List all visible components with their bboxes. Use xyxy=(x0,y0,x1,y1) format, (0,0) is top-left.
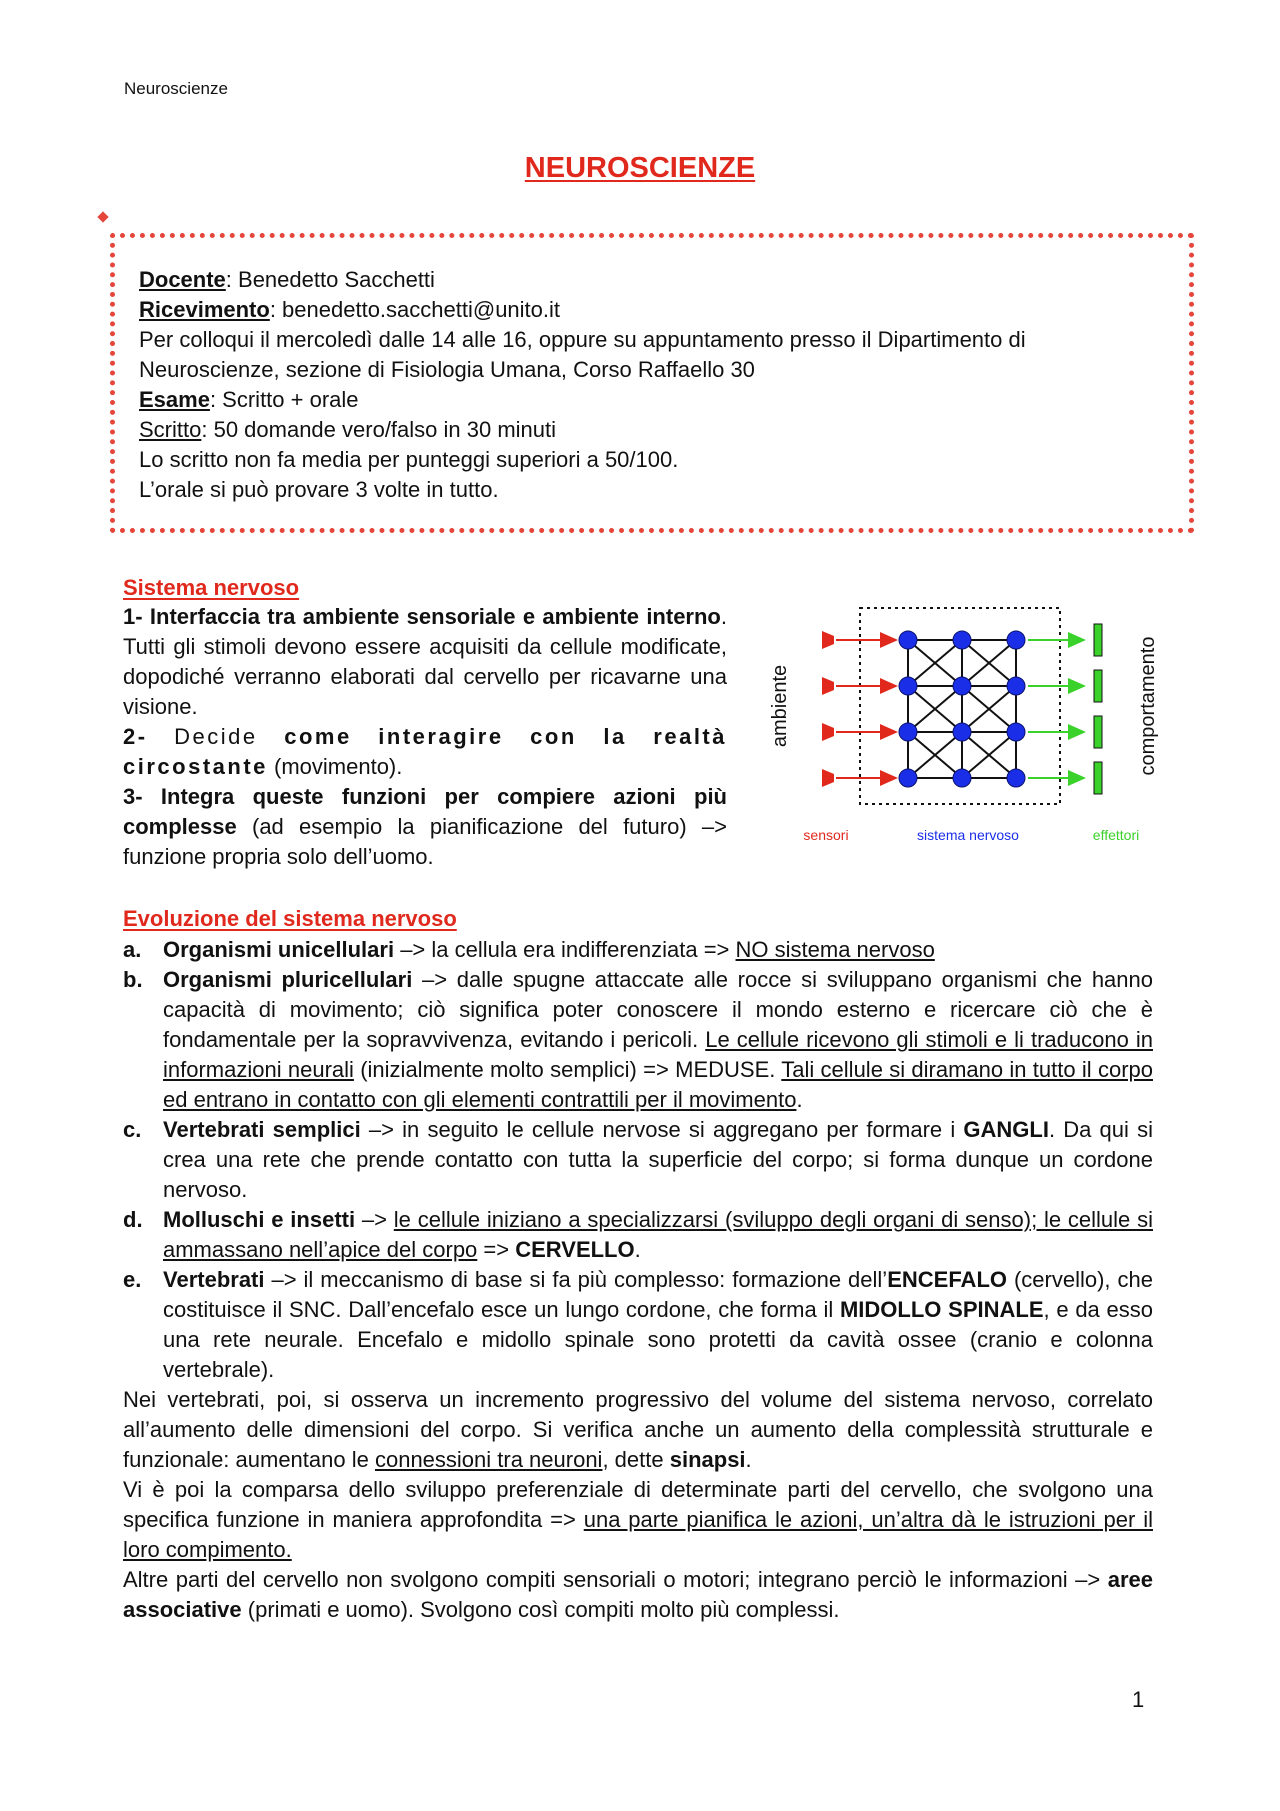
scritto-value: : 50 domande vero/falso in 30 minuti xyxy=(201,417,557,442)
effectors-group xyxy=(1094,624,1102,794)
docente-value: : Benedetto Sacchetti xyxy=(225,267,435,292)
para-text: (primati e uomo). Svolgono così compiti molto più complessi. xyxy=(241,1597,840,1622)
label-effettori: effettori xyxy=(1092,827,1140,843)
signal-arrows xyxy=(836,640,1084,778)
sensors-group xyxy=(822,631,834,787)
point-2-bold: come interagire con la realtà circostante xyxy=(123,724,727,779)
item-underline: Le cellule ricevono gli stimoli e li traducono in informazioni neurali xyxy=(163,1027,1153,1082)
item-text: => xyxy=(477,1237,516,1262)
neuron-node xyxy=(899,723,917,741)
docente-label: Docente xyxy=(139,267,226,292)
item-text: –> in seguito le cellule nervose si aggregano per formare i xyxy=(360,1117,964,1142)
neuron-node xyxy=(899,769,917,787)
point-1-bold: 1- Interfaccia tra ambiente sensoriale e ambiente interno xyxy=(123,604,721,629)
item-bold: CERVELLO xyxy=(515,1237,635,1262)
media-text: Lo scritto non fa media per punteggi superiori a 50/100. xyxy=(139,447,679,472)
orale-text: L’orale si può provare 3 volte in tutto. xyxy=(139,477,499,502)
sistema-text xyxy=(123,602,727,872)
para-underline: una parte pianifica le azioni, un’altra dà le istruzioni per il loro compimento. xyxy=(123,1507,1153,1562)
point-3-rest: (ad esempio la pianificazione del futuro) –> funzione propria solo dell’uomo. xyxy=(123,814,727,869)
sensor-shape xyxy=(822,631,834,649)
paragraph xyxy=(123,1475,1153,1565)
list-item xyxy=(123,935,1153,965)
effector-bar xyxy=(1094,670,1102,702)
list-item xyxy=(123,1115,1153,1205)
label-comportamento: comportamento xyxy=(1137,636,1159,776)
label-ambiente: ambiente xyxy=(769,664,791,748)
colloqui-text: Per colloqui il mercoledì dalle 14 alle 16, oppure su appuntamento presso il Dipartimento di Neuroscienze, sezione di Fisiologia Umana, Corso Raffaello 30 xyxy=(139,327,1026,382)
red-marker-dot xyxy=(97,211,108,222)
point-2-text: Decide xyxy=(174,724,285,749)
list-item xyxy=(123,965,1153,1115)
item-text: . xyxy=(634,1237,641,1262)
esame-label: Esame xyxy=(139,387,210,412)
para-bold: sinapsi xyxy=(669,1447,746,1472)
item-text: . Da qui si crea una rete che prende contatto con tutta la superficie del corpo; si forma dunque un cordone nervoso. xyxy=(163,1117,1153,1202)
point-2-num: 2- xyxy=(123,724,175,749)
neuron-node xyxy=(1007,769,1025,787)
item-underline: NO sistema nervoso xyxy=(735,937,935,962)
info-box xyxy=(139,265,1159,505)
item-text: –> dalle spugne attaccate alle rocce si sviluppano organismi che hanno capacità di movimento; ciò significa poter conoscere il mondo esterno e ricercare ciò che è fondamentale per la sopravvivenza, evitando i pericoli. xyxy=(163,967,1153,1052)
item-text: (inizialmente molto semplici) => MEDUSE. xyxy=(353,1057,782,1082)
item-text: (cervello), che costituisce il SNC. Dall’encefalo esce un lungo cordone, che forma il xyxy=(163,1267,1153,1322)
effector-bar xyxy=(1094,624,1102,656)
point-3-bold: 3- Integra queste funzioni per compiere azioni più complesse xyxy=(123,784,727,839)
item-bold: Vertebrati xyxy=(163,1267,265,1292)
neuron-node xyxy=(899,677,917,695)
scritto-label: Scritto xyxy=(139,417,202,442)
nervous-system-diagram xyxy=(768,594,1164,858)
point-2-rest: (movimento). xyxy=(267,754,403,779)
item-bold: Vertebrati semplici xyxy=(163,1117,361,1142)
item-label: d. xyxy=(123,1207,143,1232)
list-item xyxy=(123,1205,1153,1265)
effector-bar xyxy=(1094,762,1102,794)
para-text: . xyxy=(745,1447,752,1472)
sistema-point-1 xyxy=(123,602,727,722)
running-header: Neuroscienze xyxy=(124,79,228,98)
list-item xyxy=(123,1265,1153,1385)
para-bold: aree associative xyxy=(123,1567,1153,1622)
evoluzione-list xyxy=(123,935,1153,1625)
neuron-node xyxy=(1007,677,1025,695)
ricevimento-label: Ricevimento xyxy=(139,297,270,322)
item-bold: GANGLI xyxy=(963,1117,1049,1142)
para-text: Nei vertebrati, poi, si osserva un incremento progressivo del volume del sistema nervoso, correlato all’aumento delle dimensioni del corpo. Si verifica anche un aumento della complessità strutturale e funzionale: aumentano le xyxy=(123,1387,1153,1472)
sistema-heading: Sistema nervoso xyxy=(123,575,300,600)
ricevimento-line xyxy=(139,295,1159,325)
point-1-rest: . Tutti gli stimoli devono essere acquisiti da cellule modificate, dopodiché verranno elaborati dal cervello per ricavarne una visione. xyxy=(123,604,727,719)
para-text: , dette xyxy=(602,1447,670,1472)
neuron-node xyxy=(953,677,971,695)
sensor-shape xyxy=(822,677,834,695)
scritto-line xyxy=(139,415,1159,445)
item-text: , e da esso una rete neurale. Encefalo e midollo spinale sono protetti da cavità ossee (cranio e colonna vertebrale). xyxy=(163,1297,1153,1382)
sensor-shape xyxy=(822,769,834,787)
item-label: e. xyxy=(123,1267,142,1292)
page-title: NEUROSCIENZE xyxy=(524,152,756,184)
para-text: Vi è poi la comparsa dello sviluppo preferenziale di determinate parti del cervello, che svolgono una specifica funzione in maniera approfondita => xyxy=(123,1477,1153,1532)
neuron-node xyxy=(1007,631,1025,649)
item-bold: Organismi unicellulari xyxy=(163,937,395,962)
sensor-shape xyxy=(822,723,834,741)
label-sistema-nervoso: sistema nervoso xyxy=(917,827,1019,843)
ricevimento-value: : benedetto.sacchetti@unito.it xyxy=(269,297,561,322)
neuron-node xyxy=(953,723,971,741)
sistema-point-3 xyxy=(123,782,727,872)
sistema-point-2 xyxy=(123,722,727,782)
esame-line xyxy=(139,385,1159,415)
evoluzione-heading: Evoluzione del sistema nervoso xyxy=(123,906,457,931)
neuron-node xyxy=(1007,723,1025,741)
network-connections xyxy=(908,640,1016,778)
item-bold: MIDOLLO SPINALE xyxy=(839,1297,1044,1322)
paragraph xyxy=(123,1565,1153,1625)
page-number: 1 xyxy=(1132,1687,1145,1712)
item-label: a. xyxy=(123,937,142,962)
item-underline: Tali cellule si diramano in tutto il corpo ed entrano in contatto con gli elementi contrattili per il movimento xyxy=(163,1057,1153,1112)
para-underline: connessioni tra neuroni xyxy=(374,1447,603,1472)
item-text: –> la cellula era indifferenziata => xyxy=(394,937,736,962)
paragraph xyxy=(123,1385,1153,1475)
label-sensori: sensori xyxy=(803,827,849,843)
neuron-node xyxy=(953,631,971,649)
item-text: –> xyxy=(355,1207,394,1232)
esame-value: : Scritto + orale xyxy=(209,387,359,412)
item-underline: le cellule iniziano a specializzarsi (sviluppo degli organi di senso); le cellule si ammassano nell’apice del corpo xyxy=(163,1207,1153,1262)
docente-line xyxy=(139,265,1159,295)
neuron-node xyxy=(899,631,917,649)
item-label: c. xyxy=(123,1117,142,1142)
item-label: b. xyxy=(123,967,143,992)
item-bold: Molluschi e insetti xyxy=(163,1207,356,1232)
item-bold: ENCEFALO xyxy=(887,1267,1007,1292)
para-text: Altre parti del cervello non svolgono compiti sensoriali o motori; integrano perciò le informazioni –> xyxy=(123,1567,1108,1592)
item-text: . xyxy=(796,1087,803,1112)
effector-bar xyxy=(1094,716,1102,748)
item-bold: Organismi pluricellulari xyxy=(163,967,413,992)
item-text: –> il meccanismo di base si fa più complesso: formazione dell’ xyxy=(264,1267,888,1292)
neuron-node xyxy=(953,769,971,787)
